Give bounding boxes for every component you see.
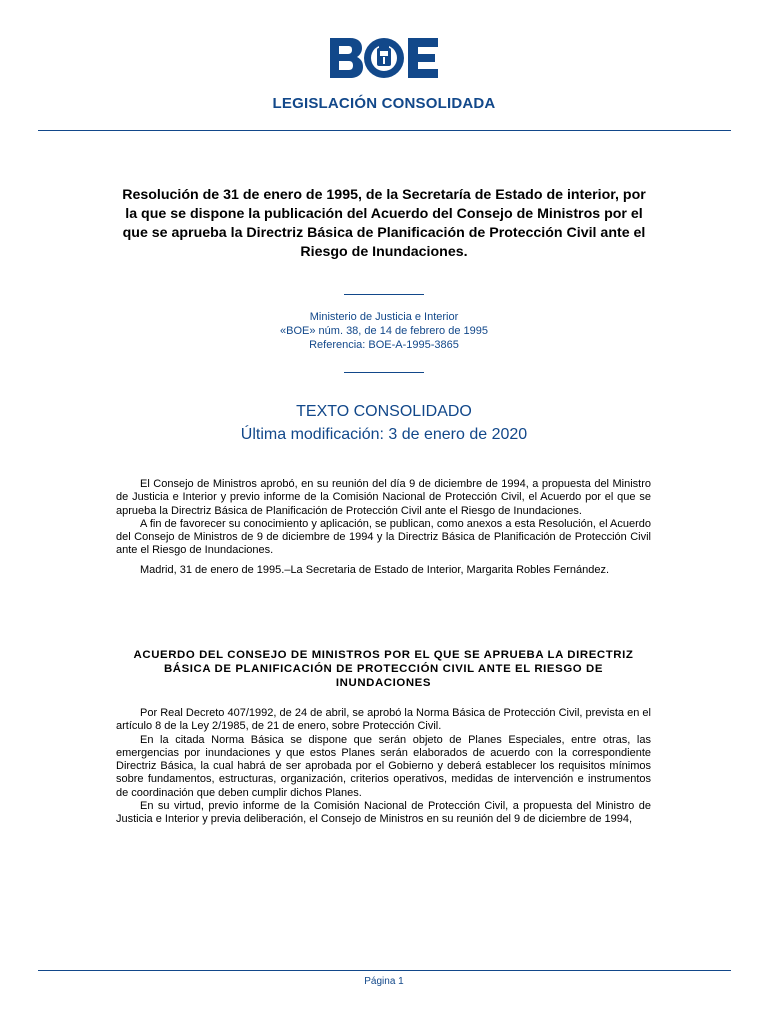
page-number: Página 1: [364, 976, 404, 987]
ministry-line: Ministerio de Justicia e Interior: [309, 311, 459, 323]
footer-divider: [38, 970, 731, 971]
agreement-paragraph: Por Real Decreto 407/1992, de 24 de abril, se aprobó la Norma Básica de Protección Civil, prevista en el artículo 8 de la Ley 2/1985, de 21 de enero, sobre Protección Civil.: [116, 707, 651, 733]
publication-line: «BOE» núm. 38, de 14 de febrero de 1995: [280, 325, 488, 337]
signature-paragraph: Madrid, 31 de enero de 1995.–La Secretaria de Estado de Interior, Margarita Robles Fernández.: [140, 563, 610, 576]
last-modified-label: Última modificación: 3 de enero de 2020: [240, 426, 528, 443]
reference-line: Referencia: BOE-A-1995-3865: [309, 339, 459, 351]
intro-section: [116, 478, 651, 577]
agreement-paragraph: En su virtud, previo informe de la Comisión Nacional de Protección Civil, a propuesta del Ministro de Justicia e Interior y previa deliberación, el Consejo de Ministros en su reunión del 9 de diciembre de 1994,: [116, 800, 651, 826]
section-title: LEGISLACIÓN CONSOLIDADA: [272, 95, 496, 112]
document-meta: [0, 310, 768, 352]
meta-top-divider: [344, 294, 424, 295]
consolidated-text-label: TEXTO CONSOLIDADO: [296, 403, 472, 420]
agreement-section: [116, 707, 651, 827]
boe-logo-icon: [328, 36, 440, 80]
agreement-title: ACUERDO DEL CONSEJO DE MINISTROS POR EL QUE SE APRUEBA LA DIRECTRIZ BÁSICA DE PLANIFICACIÓN DE PROTECCIÓN CIVIL ANTE EL RIESGO DE INUNDACIONES: [133, 649, 634, 689]
boe-logo: [0, 36, 768, 85]
intro-paragraph: El Consejo de Ministros aprobó, en su reunión del día 9 de diciembre de 1994, a propuesta del Ministro de Justicia e Interior y previo informe de la Comisión Nacional de Protección Civil, el Acuerdo por el que se aprueba la Directriz Básica de Planificación de Protección Civil ante el Riesgo de Inundaciones.: [116, 478, 651, 517]
meta-bottom-divider: [344, 372, 424, 373]
agreement-paragraph: En la citada Norma Básica se dispone que serán objeto de Planes Especiales, entre otras, las emergencias por inundaciones y que estos Planes serán elaborados de acuerdo con la correspondiente Directriz Básica, la cual habrá de ser aprobada por el Gobierno y deberá establecer los requisitos mínimos sobre fundamentos, estructuras, organización, criterios operativos, medidas de intervención e instrumentos de coordinación que deben cumplir dichos Planes.: [116, 733, 651, 799]
header-divider: [38, 130, 731, 131]
intro-paragraph: A fin de favorecer su conocimiento y aplicación, se publican, como anexos a esta Resolución, el Acuerdo del Consejo de Ministros de 9 de diciembre de 1994 y la Directriz Básica de Planificación de Protección Civil ante el Riesgo de Inundaciones.: [116, 517, 651, 557]
document-title: Resolución de 31 de enero de 1995, de la Secretaría de Estado de interior, por la que se dispone la publicación del Acuerdo del Consejo de Ministros por el que se aprueba la Directriz Básica de Planificación de Protección Civil ante el Riesgo de Inundaciones.: [122, 187, 646, 260]
